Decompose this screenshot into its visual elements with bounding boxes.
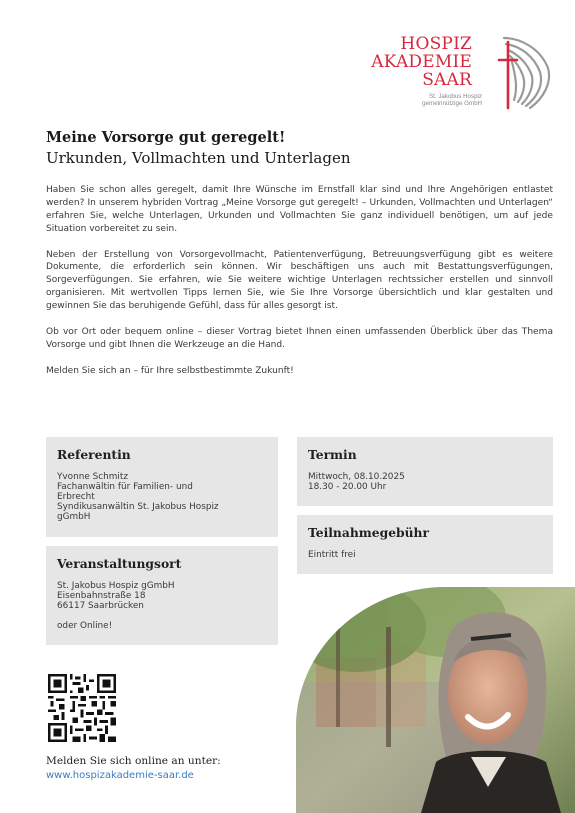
scallop-shell-cross-icon [490,34,554,114]
referentin-name: Yvonne Schmitz [57,472,129,482]
logo-line-1: HOSPIZ [400,34,472,54]
title-main: Meine Vorsorge gut geregelt! [46,129,286,146]
termin-time: 18.30 - 20.00 Uhr [308,482,387,493]
qr-code[interactable] [48,674,116,742]
paragraph-3: Ob vor Ort oder bequem online – dieser Vortrag bietet Ihnen einen umfassenden Überblick über das Thema Vorsorge und gibt Ihnen die Werkzeuge an die Hand. [46,326,553,350]
venue-online: oder Online! [57,621,113,632]
paragraph-4: Melden Sie sich an – für Ihre selbstbestimmte Zukunft! [46,365,294,376]
venue-line-1: St. Jakobus Hospiz gGmbH [57,581,175,591]
fee-heading: Teilnahmegebühr [308,525,429,540]
venue-line-2: Eisenbahnstraße 18 [57,591,146,602]
paragraph-1: Haben Sie schon alles geregelt, damit Ihre Wünsche im Ernstfall klar sind und Ihre Angehörigen entlastet werden? In unserem hybriden Vortrag „Meine Vorsorge gut geregelt! – Urkunden, Vollmachten und Unterlagen“ erfahren Sie, welche Unterlagen, Urkunden und Vollmachten Sie ganz individuell benötigen, um auf jede Situation vorbereitet zu sein. [46,185,553,234]
termin-date: Mittwoch, 08.10.2025 [308,472,405,482]
referentin-role-1: Fachanwältin für Familien- und Erbrecht [57,482,193,503]
logo [371,34,554,114]
logo-line-2: AKADEMIE [371,52,472,72]
title-sub: Urkunden, Vollmachten und Unterlagen [46,149,351,167]
register-label: Melden Sie sich online an unter: [46,755,221,767]
referentin-box [46,437,278,537]
termin-box [297,437,553,506]
fee-value: Eintritt frei [308,550,356,560]
speaker-photo [296,587,575,813]
termin-heading: Termin [308,447,357,462]
paragraph-2: Neben der Erstellung von Vorsorgevollmacht, Patientenverfügung, Betreuungsverfügung gibt es weitere Dokumente, die erforderlich sein können. Wir beschäftigen uns auch mit Bestattungsverfügungen, Sorgeverfügungen. Sie erfahren, wie Sie weitere wichtige Unterlagen rechtssicher erstellen und sinnvoll organisieren. Mit wertvollen Tipps lernen Sie, wie Sie Ihre Vorsorge übersichtlich und klar gestalten und gewinnen Sie das beruhigende Gefühl, dass für alles gesorgt ist. [46,249,553,312]
fee-box [297,515,553,574]
venue-box [46,546,278,645]
logo-line-3: SAAR [422,70,472,90]
venue-line-3: 66117 Saarbrücken [57,601,144,612]
referentin-heading: Referentin [57,447,131,462]
portrait-image [296,587,575,813]
referentin-role-2: Syndikusanwältin St. Jakobus Hospiz gGmbH [57,502,219,523]
description [46,184,553,390]
logo-subtitle: St. Jakobus Hospiz gemeinnützige GmbH [422,93,482,107]
venue-heading: Veranstaltungsort [57,556,182,571]
page-title [46,128,546,168]
register-link[interactable]: www.hospizakademie-saar.de [46,770,194,781]
